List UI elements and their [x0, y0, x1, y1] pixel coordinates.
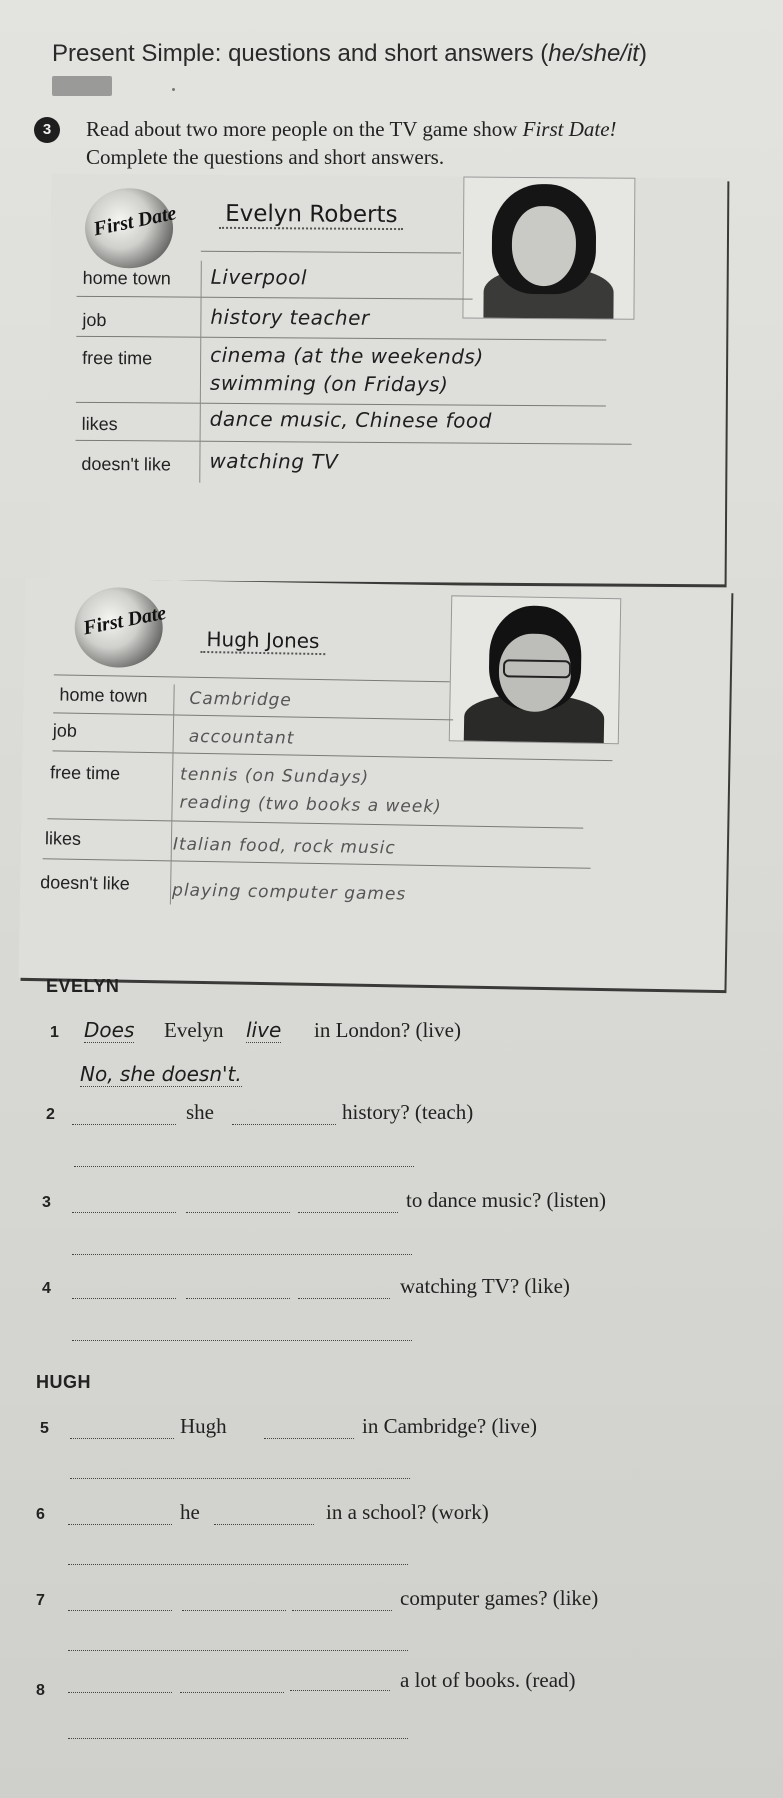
divider [76, 440, 632, 445]
value-job: accountant [188, 726, 295, 749]
label-likes: likes [44, 828, 82, 849]
question-number: 7 [36, 1592, 45, 1609]
answer-blank[interactable] [68, 1610, 172, 1611]
short-answer: No, she doesn't. [80, 1062, 242, 1086]
section-tag [52, 76, 112, 96]
divider [76, 402, 606, 407]
answer-blank[interactable] [182, 1610, 286, 1611]
answer-blank[interactable] [68, 1692, 172, 1693]
profile-photo [462, 177, 635, 320]
first-date-logo-icon: First Date [74, 587, 163, 669]
answer-blank[interactable] [68, 1524, 172, 1525]
question-text: computer games? (like) [400, 1586, 599, 1610]
exercise-instruction: Read about two more people on the TV game show First Date! Complete the questions and short answers. [86, 117, 617, 169]
answer-blank[interactable] [70, 1438, 174, 1439]
answer-live: live [246, 1018, 282, 1042]
column-divider [170, 684, 175, 904]
question-text: in London? (live) [314, 1018, 461, 1042]
answer-blank[interactable] [298, 1298, 390, 1299]
question-text: she [186, 1100, 214, 1124]
value-likes: Italian food, rock music [172, 834, 396, 859]
label-job: job [52, 720, 78, 741]
answer-blank[interactable] [186, 1212, 290, 1213]
label-home-town: home town [82, 267, 171, 289]
face-icon [512, 206, 577, 286]
value-free-time-1: cinema (at the weekends) [210, 342, 484, 369]
divider [53, 750, 613, 761]
glasses-icon [503, 659, 571, 678]
label-doesnt-like: doesn't like [40, 872, 130, 894]
question-number: 4 [42, 1280, 51, 1297]
exercise-number: 3 [34, 117, 60, 143]
question-text: Evelyn [164, 1018, 224, 1042]
question-text: a lot of books. (read) [400, 1668, 576, 1692]
value-doesnt-like: watching TV [209, 448, 339, 474]
section-heading-hugh: HUGH [36, 1372, 91, 1392]
divider [77, 296, 473, 300]
question-number: 1 [50, 1024, 59, 1041]
answer-blank[interactable] [72, 1298, 176, 1299]
value-doesnt-like: playing computer games [171, 880, 407, 905]
label-free-time: free time [49, 762, 121, 784]
value-home-town: Liverpool [210, 264, 308, 290]
question-number: 6 [36, 1506, 45, 1523]
value-free-time-2: reading (two books a week) [179, 792, 442, 818]
column-divider [199, 261, 202, 483]
question-number: 8 [36, 1682, 45, 1699]
answer-blank[interactable] [72, 1212, 176, 1213]
answer-blank[interactable] [214, 1524, 314, 1525]
divider [47, 818, 583, 828]
divider [76, 336, 606, 341]
label-free-time: free time [82, 347, 153, 369]
profile-photo [449, 595, 622, 744]
value-free-time-2: swimming (on Fridays) [209, 370, 449, 397]
divider [201, 251, 461, 254]
short-answer-blank[interactable] [68, 1738, 408, 1739]
question-text: to dance music? (listen) [406, 1188, 607, 1212]
answer-blank[interactable] [186, 1298, 290, 1299]
short-answer-blank[interactable] [68, 1650, 408, 1651]
answer-blank[interactable] [290, 1690, 390, 1691]
value-job: history teacher [210, 304, 370, 330]
divider [54, 674, 454, 682]
answer-blank[interactable] [298, 1212, 398, 1213]
question-text: Hugh [180, 1414, 227, 1438]
answer-blank[interactable] [232, 1124, 336, 1125]
question-number: 3 [42, 1194, 51, 1211]
short-answer-blank[interactable] [74, 1166, 414, 1167]
label-doesnt-like: doesn't like [81, 453, 171, 475]
question-text: in Cambridge? (live) [362, 1414, 537, 1438]
value-home-town: Cambridge [189, 688, 293, 711]
answer-blank[interactable] [180, 1692, 284, 1693]
value-free-time-1: tennis (on Sundays) [179, 764, 370, 788]
label-likes: likes [81, 413, 118, 435]
divider [43, 858, 591, 869]
question-text: watching TV? (like) [400, 1274, 570, 1298]
question-text: history? (teach) [342, 1100, 474, 1124]
question-number: 2 [46, 1106, 55, 1123]
short-answer-blank[interactable] [72, 1340, 412, 1341]
value-likes: dance music, Chinese food [209, 406, 492, 433]
profile-name: Hugh Jones [200, 627, 325, 655]
answer-blank[interactable] [264, 1438, 354, 1439]
divider [53, 712, 453, 720]
answer-does: Does [84, 1018, 135, 1042]
dot-mark [172, 88, 175, 91]
label-home-town: home town [59, 684, 148, 707]
short-answer-blank[interactable] [70, 1478, 410, 1479]
label-job: job [82, 309, 107, 331]
short-answer-blank[interactable] [72, 1254, 412, 1255]
profile-name: Evelyn Roberts [219, 201, 404, 230]
question-text: he [180, 1500, 200, 1524]
short-answer-blank[interactable] [68, 1564, 408, 1565]
answer-blank[interactable] [72, 1124, 176, 1125]
answer-blank[interactable] [292, 1610, 392, 1611]
page-title: Present Simple: questions and short answers (he/she/it) [52, 40, 647, 67]
first-date-logo-icon: First Date [85, 188, 174, 269]
question-text: in a school? (work) [326, 1500, 489, 1524]
question-number: 5 [40, 1420, 49, 1437]
section-heading-evelyn: EVELYN [46, 976, 120, 996]
profile-card-evelyn [49, 174, 728, 585]
profile-card-hugh [19, 578, 732, 990]
